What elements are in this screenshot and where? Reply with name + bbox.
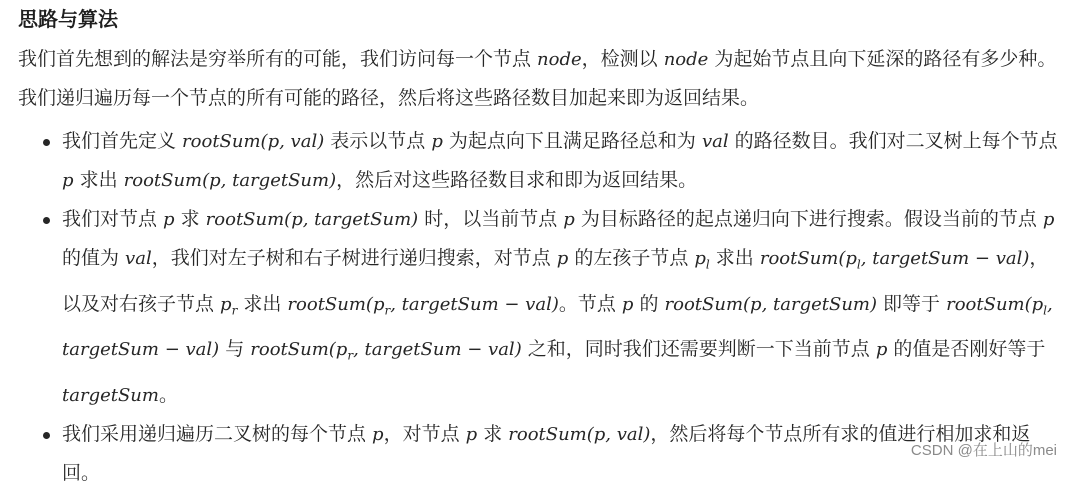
text-run: 表示以节点 bbox=[324, 130, 432, 152]
math-main: node bbox=[537, 49, 582, 70]
text-run: 的左孩子节点 bbox=[568, 247, 695, 269]
math-main: val bbox=[125, 248, 152, 269]
text-run: 即等于 bbox=[877, 292, 947, 315]
math-expression bbox=[431, 131, 443, 152]
math-expression bbox=[537, 49, 582, 70]
math-main: rootSum(p bbox=[946, 293, 1044, 315]
math-expression bbox=[250, 339, 522, 363]
text-run: 求 bbox=[477, 422, 509, 445]
math-expression bbox=[206, 209, 418, 230]
math-expression bbox=[702, 131, 729, 152]
section-heading: 思路与算法 bbox=[18, 7, 118, 31]
math-expression bbox=[876, 339, 888, 360]
math-main: p bbox=[556, 248, 569, 269]
text-run: 求出 bbox=[237, 292, 288, 315]
bullet-list bbox=[18, 122, 1063, 493]
math-expression bbox=[563, 209, 575, 230]
math-expression bbox=[62, 385, 159, 406]
math-main: rootSum(p bbox=[287, 293, 385, 315]
math-main: rootSum(p, val) bbox=[182, 131, 325, 152]
math-main: rootSum(p, val) bbox=[508, 423, 651, 445]
math-main: rootSum(p, targetSum) bbox=[123, 170, 337, 191]
text-run: 我们对节点 bbox=[62, 208, 164, 230]
math-subscript: l bbox=[856, 257, 861, 272]
math-expression bbox=[508, 424, 650, 445]
bullet-item bbox=[18, 200, 1063, 415]
math-expression bbox=[182, 131, 324, 152]
math-expression bbox=[163, 209, 175, 230]
text-run: 我们首先想到的解法是穷举所有的可能，我们访问每一个节点 bbox=[18, 48, 538, 70]
text-run: ，对节点 bbox=[383, 422, 466, 445]
math-main: p bbox=[372, 423, 384, 445]
text-run: 为起点向下且满足路径总和为 bbox=[442, 130, 702, 152]
math-main: rootSum(p bbox=[759, 248, 857, 269]
text-run: 之和，同时我们还需要判断一下当前节点 bbox=[521, 338, 876, 361]
watermark: CSDN @在上山的mei bbox=[910, 442, 1057, 459]
math-tail: , targetSum − val) bbox=[860, 248, 1030, 269]
math-expression bbox=[372, 424, 384, 445]
math-main: p bbox=[875, 339, 888, 361]
math-subscript: r bbox=[384, 303, 391, 318]
math-main: rootSum(p, targetSum) bbox=[205, 209, 419, 230]
math-main: p bbox=[163, 209, 175, 230]
text-run: ，以及对右孩子节点 bbox=[62, 247, 1049, 315]
math-main: p bbox=[431, 131, 443, 152]
text-run: 的 bbox=[633, 292, 665, 315]
math-expression bbox=[665, 294, 877, 315]
math-expression bbox=[287, 293, 559, 318]
text-run: 与 bbox=[219, 338, 251, 361]
math-main: rootSum(p, targetSum) bbox=[664, 293, 878, 315]
math-expression bbox=[466, 424, 478, 445]
math-expression bbox=[124, 170, 336, 191]
intro-paragraph bbox=[18, 40, 1063, 118]
math-expression bbox=[220, 293, 238, 318]
math-expression bbox=[622, 294, 634, 315]
math-main: val bbox=[701, 131, 729, 152]
text-run: ，检测以 bbox=[581, 48, 664, 70]
math-main: targetSum bbox=[62, 384, 159, 406]
text-run: 的值为 bbox=[62, 247, 126, 269]
text-run: 的值是否刚好等于 bbox=[887, 338, 1046, 361]
math-expression bbox=[1043, 209, 1055, 230]
text-run: 的路径数目。我们对二叉树上每个节点 bbox=[728, 130, 1058, 152]
text-run: 我们首先定义 bbox=[62, 130, 183, 152]
text-run: 求出 bbox=[73, 169, 124, 191]
math-main: p bbox=[563, 209, 575, 230]
text-run: 求出 bbox=[709, 247, 760, 269]
math-main: rootSum(p bbox=[250, 339, 348, 361]
text-run: 为起始节点且向下延深的路径有多少种。我们递归遍历每一个节点的所有可能的路径，然后将这些路径数目加起来即为返回结果。 bbox=[18, 48, 1057, 109]
math-expression bbox=[125, 248, 152, 269]
text-run: 。节点 bbox=[558, 292, 622, 315]
math-main: p bbox=[220, 293, 232, 315]
math-expression bbox=[557, 248, 569, 269]
math-subscript: r bbox=[347, 348, 354, 363]
text-run: ，然后将每个节点所有求的值进行相加求和返回。 bbox=[62, 422, 1031, 484]
math-tail: , targetSum − val) bbox=[62, 293, 1053, 361]
math-main: p bbox=[465, 423, 478, 445]
bullet-item bbox=[18, 415, 1063, 493]
text-run: 求 bbox=[174, 208, 206, 230]
math-tail: , targetSum − val) bbox=[353, 339, 522, 361]
text-run: ，我们对左子树和右子树进行递归搜索，对节点 bbox=[151, 247, 557, 269]
math-main: node bbox=[663, 49, 709, 70]
math-main: p bbox=[621, 293, 634, 315]
bullet-item bbox=[18, 122, 1063, 200]
text-run: 。 bbox=[158, 383, 178, 406]
math-main: p bbox=[62, 170, 74, 191]
math-tail: , targetSum − val) bbox=[390, 293, 559, 315]
math-subscript: l bbox=[705, 257, 710, 272]
math-expression bbox=[664, 49, 709, 70]
math-subscript: l bbox=[1043, 303, 1048, 318]
math-expression bbox=[759, 248, 1030, 272]
article bbox=[18, 4, 1063, 493]
math-main: p bbox=[694, 248, 706, 269]
math-main: p bbox=[1042, 209, 1055, 230]
text-run: ，然后对这些路径数目求和即为返回结果。 bbox=[336, 169, 698, 191]
math-subscript: r bbox=[231, 303, 238, 318]
math-expression bbox=[694, 248, 710, 272]
text-run: 为目标路径的起点递归向下进行搜索。假设当前的节点 bbox=[574, 208, 1043, 230]
math-expression bbox=[62, 170, 74, 191]
text-run: 时，以当前节点 bbox=[418, 208, 564, 230]
text-run: 我们采用递归遍历二叉树的每个节点 bbox=[62, 422, 373, 445]
